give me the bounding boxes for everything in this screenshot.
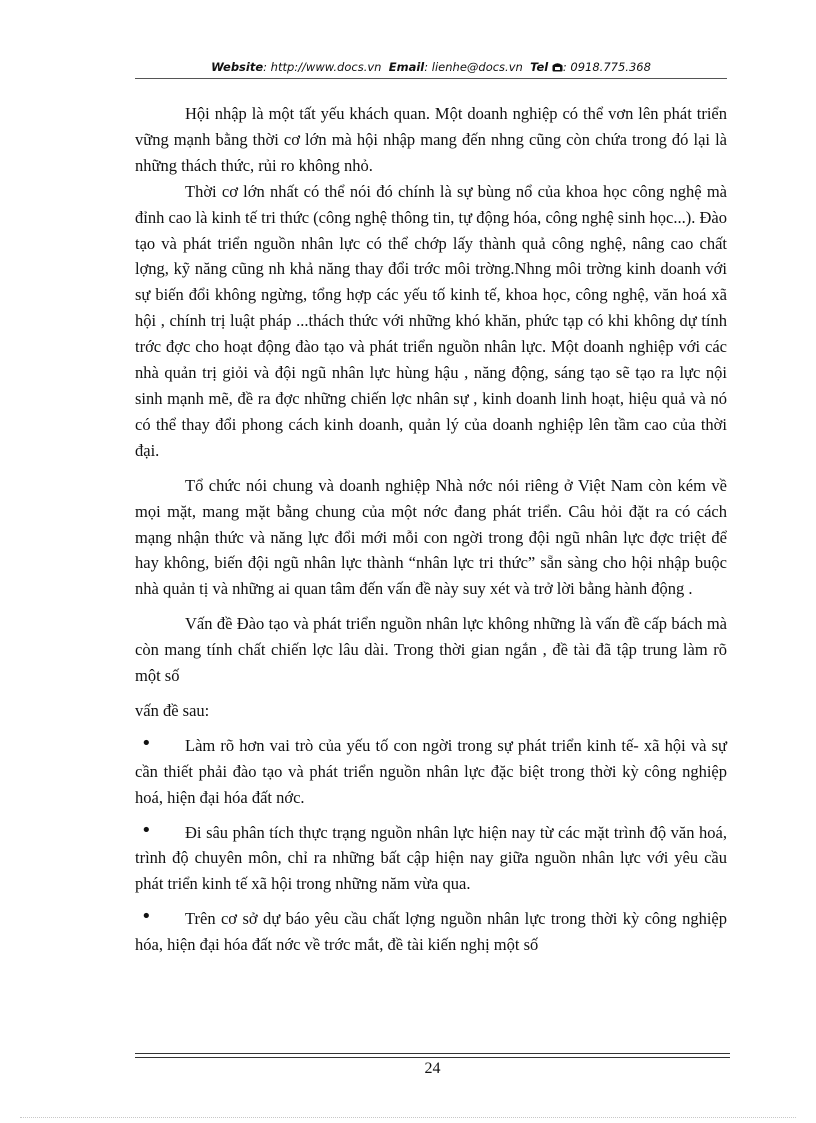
website-label: Website [211, 60, 264, 74]
bullet-icon: • [141, 906, 152, 928]
bullet-item-2 [135, 820, 727, 898]
bullet-text-2: Đi sâu phân tích thực trạng nguồn nhân lực hiện nay từ các mặt trình độ văn hoá, trình độ chuyên môn, chỉ ra những bất cập hiện nay giữa nguồn nhân lực với yêu cầu phát triển kinh tế xã hội trong những năm vừa qua. [135, 822, 727, 894]
paragraph-3: Tổ chức nói chung và doanh nghiệp Nhà nớc nói riêng ở Việt Nam còn kém về mọi mặt, mang mặt bằng chung của một nớc đang phát triển. Câu hỏi đặt ra có cách mạng nhận thức và năng lực đổi mới mỗi con ngời trong đội ngũ nhân lực đợc triệt để hay không, biến đội ngũ nhân lực thành “nhân lực tri thức” sẵn sàng cho hội nhập buộc nhà quản tị và những ai quan tâm đến vấn đề này suy xét và trở lời bằng hành động . [135, 475, 727, 599]
body-text [135, 101, 727, 958]
bullet-item-1 [135, 733, 727, 811]
paragraph-2: Thời cơ lớn nhất có thể nói đó chính là sự bùng nổ của khoa học công nghệ mà đỉnh cao là kinh tế tri thức (công nghệ thông tin, tự động hóa, công nghệ sinh học...). Đào tạo và phát triển nguồn nhân lực có thể chớp lấy thành quả công nghệ, nâng cao chất lợng, kỹ năng cũng nh khả năng thay đổi trớc môi trờng.Nhng môi trờng kinh doanh với sự biến đổi không ngừng, tổng hợp các yếu tố kinh tế, khoa học, công nghệ, văn hoá xã hội , chính trị luật pháp ...thách thức với những khó khăn, phức tạp có khi không dự tính trớc đợc cho hoạt động đào tạo và phát triển nguồn nhân lực. Một doanh nghiệp với các nhà quản trị giỏi và đội ngũ nhân lực hùng hậu , năng động, sáng tạo sẽ tạo ra lực nội sinh mạnh mẽ, đề ra đợc những chiến lợc nhân sự , kinh doanh linh hoạt, hiệu quả và nó có thể thay đổi phong cách kinh doanh, quản lý của doanh nghiệp lên tầm cao của thời đại. [135, 181, 727, 460]
page-edge-dotted-line [20, 1117, 796, 1118]
email-label: Email [388, 60, 425, 74]
paragraph-5: vấn đề sau: [135, 700, 210, 720]
footer-divider-bottom [135, 1057, 730, 1058]
bullet-icon: • [141, 819, 152, 841]
page-header [135, 60, 727, 75]
page-number: 24 [424, 1060, 441, 1077]
tel-value: : 0918.775.368 [562, 60, 651, 74]
bullet-text-1: Làm rõ hơn vai trò của yếu tố con ngời trong sự phát triển kinh tế- xã hội và sự cần thiết phải đào tạo và phát triển nguồn nhân lực đặc biệt trong thời kỳ công nghiệp hoá, hiện đại hóa đất nớc. [135, 735, 727, 807]
email-value: : lienhe@docs.vn [424, 60, 523, 74]
paragraph-4: Vấn đề Đào tạo và phát triển nguồn nhân lực không những là vấn đề cấp bách mà còn mang tính chất chiến lợc lâu dài. Trong thời gian ngắn , đề tài đã tập trung làm rõ một số [135, 614, 727, 686]
header-divider [135, 78, 727, 79]
bullet-icon: • [141, 732, 152, 754]
bullet-text-3: Trên cơ sở dự báo yêu cầu chất lợng nguồn nhân lực trong thời kỳ công nghiệp hóa, hiện đại hóa đất nớc về trớc mắt, đề tài kiến nghị một số [135, 909, 727, 955]
bullet-item-3 [135, 906, 727, 958]
footer-divider-top [135, 1053, 730, 1054]
paragraph-1: Hội nhập là một tất yếu khách quan. Một doanh nghiệp có thể vơn lên phát triển vững mạnh bằng thời cơ lớn mà hội nhập mang đến nhng cũng còn chứa trong đó lại là những thách thức, rủi ro không nhỏ. [135, 104, 727, 175]
website-value: : http://www.docs.vn [263, 60, 382, 74]
phone-icon [552, 61, 563, 75]
tel-label: Tel [530, 60, 549, 74]
